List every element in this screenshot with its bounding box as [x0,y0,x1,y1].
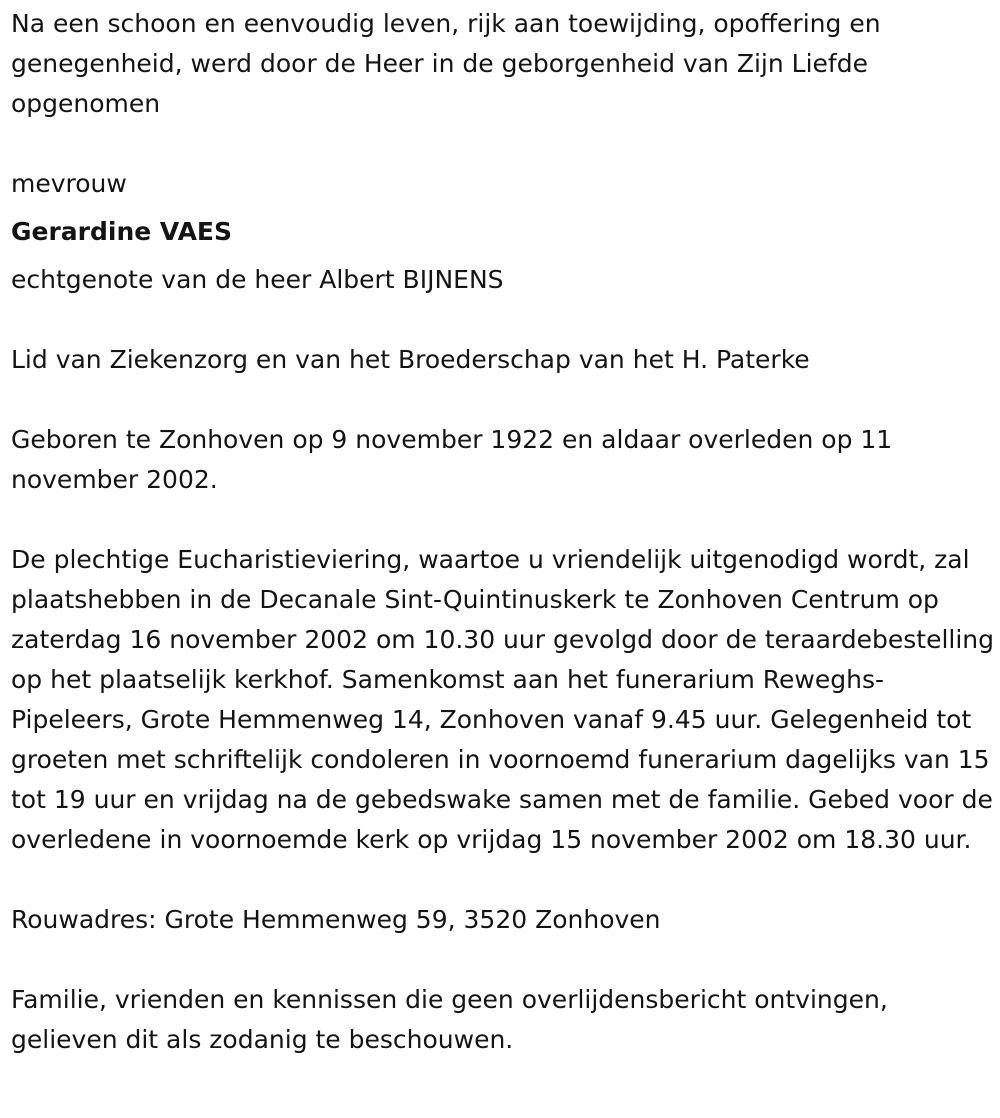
mourning-address: Rouwadres: Grote Hemmenweg 59, 3520 Zonhoven [11,905,661,934]
spacer [11,860,996,900]
spacer [11,940,996,980]
obituary-text [11,4,996,1060]
spacer [11,124,996,164]
membership-line: Lid van Ziekenzorg en van het Broederschap van het H. Paterke [11,345,810,374]
ceremony-paragraph: De plechtige Eucharistieviering, waartoe u vriendelijk uitgenodigd wordt, zal plaatshebben in de Decanale Sint-Quintinuskerk te Zonhoven Centrum op zaterdag 16 november 2002 om 10.30 uur gevolgd door de teraardebestelling op het plaatselijk kerkhof. Samenkomst aan het funerarium Reweghs-Pipeleers, Grote Hemmenweg 14, Zonhoven vanaf 9.45 uur. Gelegenheid tot groeten met schriftelijk condoleren in voornoemd funerarium dagelijks van 15 tot 19 uur en vrijdag na de gebedswake samen met de familie. Gebed voor de overledene in voornoemde kerk op vrijdag 15 november 2002 om 18.30 uur. [11,545,995,854]
spacer [11,300,996,340]
spacer [11,204,996,212]
birth-death-paragraph: Geboren te Zonhoven op 9 november 1922 en aldaar overleden op 11 november 2002. [11,425,893,494]
spacer [11,500,996,540]
closing-paragraph: Familie, vrienden en kennissen die geen overlijdensbericht ontvingen, gelieven dit als zodanig te beschouwen. [11,985,888,1054]
spacer [11,380,996,420]
deceased-name: Gerardine VAES [11,217,233,246]
spacer [11,252,996,260]
honorific: mevrouw [11,169,127,198]
spouse-line: echtgenote van de heer Albert BIJNENS [11,265,504,294]
intro-paragraph: Na een schoon en eenvoudig leven, rijk aan toewijding, opoffering en genegenheid, werd door de Heer in de geborgenheid van Zijn Liefde opgenomen [11,9,881,118]
